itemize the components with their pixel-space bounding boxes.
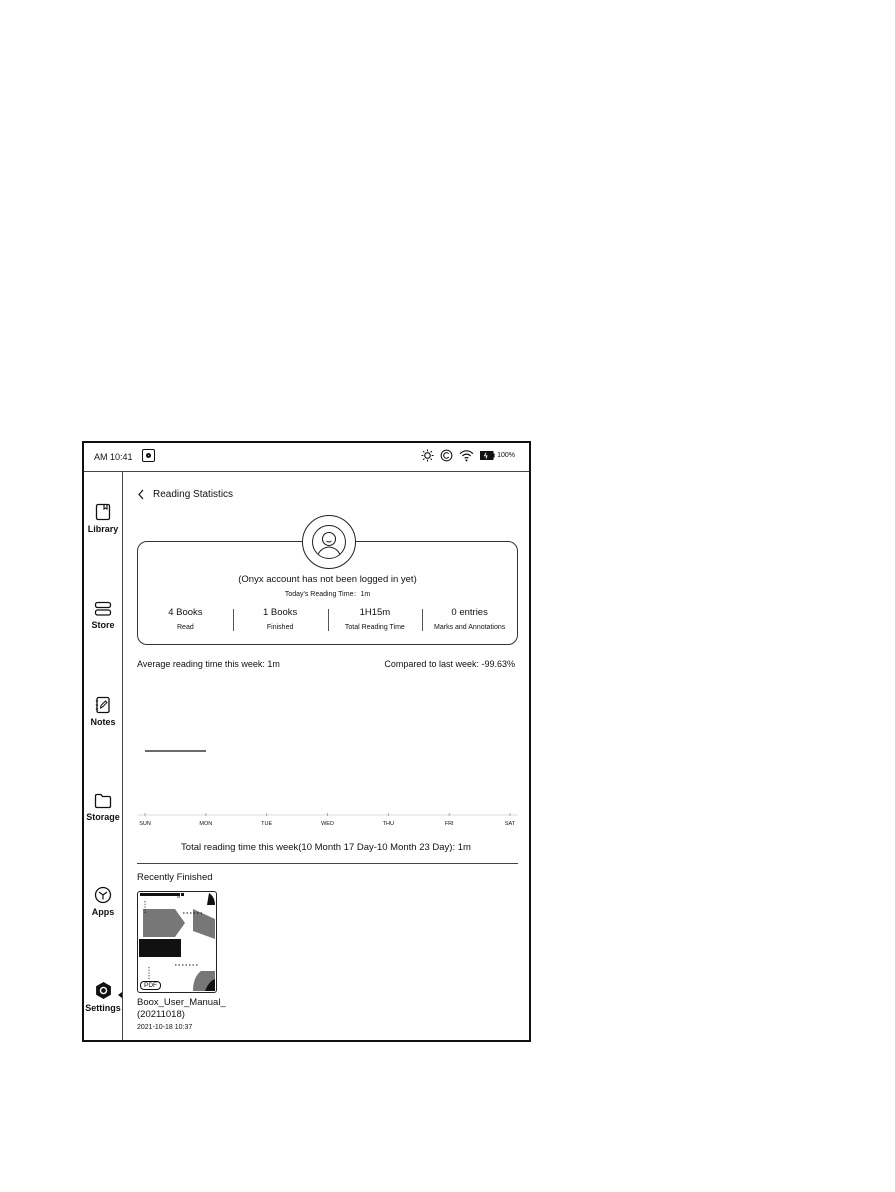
- store-icon: [94, 601, 112, 617]
- book-cover-art: [137, 891, 217, 993]
- sidebar-item-notes[interactable]: [84, 696, 122, 727]
- weekly-total: Total reading time this week(10 Month 17 Day-10 Month 23 Day): 1m: [181, 842, 471, 853]
- today-reading-time: Today's Reading Time：1m: [284, 591, 371, 598]
- sidebar-item-storage[interactable]: [84, 793, 122, 822]
- x-tick-label: WED: [321, 821, 334, 827]
- back-arrow-icon[interactable]: [137, 489, 145, 500]
- stat-label: Marks and Annotations: [434, 624, 506, 631]
- stat-label: Read: [177, 624, 194, 631]
- file-format-badge: PDF: [140, 981, 161, 990]
- sync-icon[interactable]: [440, 449, 453, 462]
- page-title: Reading Statistics: [153, 489, 234, 500]
- active-indicator-icon: [118, 992, 122, 998]
- settings-icon: [94, 981, 113, 1000]
- battery-icon: [480, 451, 495, 460]
- battery-level: 100%: [497, 452, 515, 459]
- notes-icon: [95, 696, 111, 714]
- wifi-icon[interactable]: [459, 449, 474, 462]
- weekly-comparison: Compared to last week: -99.63%: [384, 659, 515, 669]
- sidebar-item-label: Apps: [91, 907, 115, 917]
- stat-books-read: [138, 607, 233, 631]
- sidebar-item-apps[interactable]: [84, 886, 122, 917]
- stat-label: Total Reading Time: [344, 624, 405, 631]
- x-tick-label: FRI: [444, 821, 454, 827]
- book-finish-date: 2021-10-18 10:37: [137, 1024, 193, 1031]
- sidebar-item-label: Notes: [90, 717, 116, 727]
- stat-value: 1 Books: [262, 607, 298, 618]
- storage-icon: [94, 793, 112, 809]
- x-tick-label: SAT: [504, 821, 516, 827]
- sidebar-item-store[interactable]: [84, 601, 122, 630]
- user-avatar-icon: [313, 526, 345, 558]
- stat-label: Finished: [266, 624, 294, 631]
- library-icon: [95, 503, 111, 521]
- sidebar-item-library[interactable]: [84, 503, 122, 534]
- main-content: [123, 471, 529, 1040]
- sidebar: [84, 471, 123, 1040]
- average-reading-time: Average reading time this week: 1m: [137, 659, 280, 669]
- status-bar: [84, 443, 529, 472]
- stat-value: 0 entries: [451, 607, 488, 618]
- account-status[interactable]: (Onyx account has not been logged in yet): [238, 574, 417, 585]
- app-badge-icon[interactable]: [142, 449, 155, 462]
- clock: AM 10:41: [94, 452, 133, 462]
- apps-icon: [94, 886, 112, 904]
- stat-value: 1H15m: [359, 607, 391, 618]
- page-header: [137, 489, 233, 500]
- svg-text:01: 01: [177, 895, 181, 899]
- x-tick-label: SUN: [139, 821, 151, 827]
- stat-marks-annotations: [422, 607, 517, 631]
- stat-value: 4 Books: [168, 607, 203, 618]
- chart-canvas: [137, 671, 518, 831]
- weekly-reading-chart: [137, 671, 518, 831]
- sidebar-item-settings[interactable]: [84, 981, 122, 1013]
- stat-total-reading-time: [328, 607, 423, 631]
- sidebar-item-label: Storage: [86, 812, 120, 822]
- x-tick-label: TUE: [261, 821, 273, 827]
- stat-books-finished: [233, 607, 328, 631]
- book-cover[interactable]: [137, 891, 217, 993]
- sidebar-item-label: Library: [87, 524, 119, 534]
- x-tick-label: THU: [382, 821, 394, 827]
- x-tick-label: MON: [199, 821, 213, 827]
- device-screen: [82, 441, 531, 1042]
- avatar[interactable]: [302, 515, 356, 569]
- divider: [137, 863, 518, 864]
- book-title[interactable]: Boox_User_Manual_(20211018): [137, 997, 226, 1020]
- stats-row: [138, 607, 517, 631]
- sidebar-item-label: Store: [91, 620, 115, 630]
- recently-finished-title: Recently Finished: [137, 872, 213, 883]
- brightness-icon[interactable]: [421, 449, 434, 462]
- sidebar-item-label: Settings: [85, 1003, 121, 1013]
